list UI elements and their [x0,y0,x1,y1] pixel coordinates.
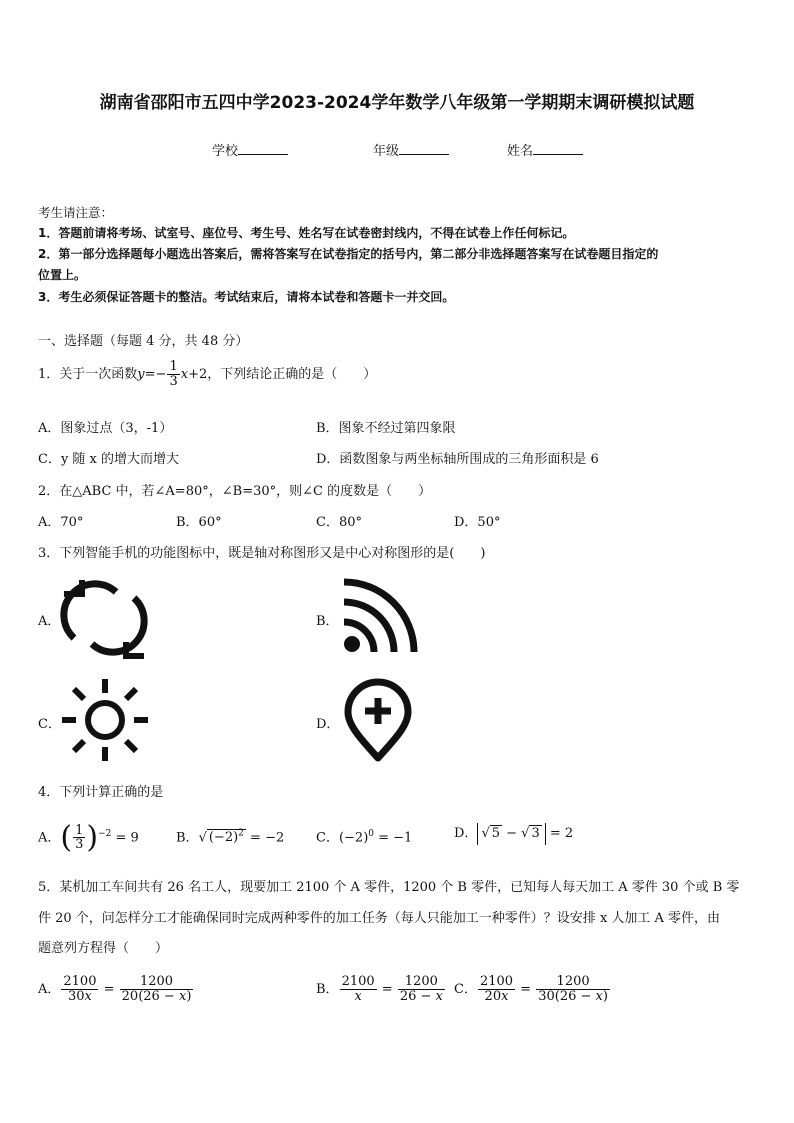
q5-label-a: A． [38,982,61,997]
q1-formula-fraction: $\frac{1}{3}$ [169,359,178,389]
section-heading: 一、选择题（每题 4 分，共 48 分） [38,334,249,349]
q3-label-b: B． [316,614,339,629]
q3-label-a: A． [38,614,61,629]
sun-icon [60,677,150,763]
q1-option-a: A．图象过点（3，-1） [38,421,173,436]
question-5-line-3: 题意列方程得（ ） [38,941,169,956]
question-4: 4．下列计算正确的是 [38,785,164,800]
q4-label-a: A． [38,830,61,846]
signal-icon [340,576,420,656]
q2-option-b: B．60° [176,515,222,530]
q2-option-c: C．80° [316,515,362,530]
grade-blank[interactable] [399,142,449,155]
q5-label-c: C． [454,982,477,997]
notice-item-2: 2．第一部分选择题每小题选出答案后，需将答案写在试卷指定的括号内，第二部分非选择题答案写在试卷题目指定的 [38,247,659,261]
q1-option-b: B．图象不经过第四象限 [316,421,456,436]
q2-option-d: D．50° [454,515,501,530]
q1-suffix: ，下列结论正确的是（ ） [207,367,377,382]
notice-heading: 考生请注意： [38,205,114,220]
q1-option-c: C．y 随 x 的增大而增大 [38,452,180,467]
page-title: 湖南省邵阳市五四中学2023-2024学年数学八年级第一学期期末调研模拟试题 [99,93,695,113]
question-5-line-1: 5．某机加工车间共有 26 名工人，现要加工 2100 个 A 零件，1200 个 B 零件，已知每人每天加工 A 零件 30 个或 B 零 [38,880,740,895]
q1-formula-y: y [137,367,145,382]
q5-option-c: C． $\frac{2100}{20x}$ = $\frac{1200}{30(26 - x)}$ [454,974,608,1004]
q4-option-b: B．√ $(-2)^2 = -2$ [176,829,285,846]
q4-option-c: C．$(-2)^0 = -1$ [316,829,413,846]
question-1: 1．关于一次函数y=− $\frac{1}{3}$ x+2，下列结论正确的是（ ） [38,359,377,389]
q5-label-b: B． [316,982,339,997]
q4-label-c: C． [316,830,339,846]
refresh-icon [60,576,148,660]
q4-label-d: D． [454,826,478,841]
q4-option-a: A．( $\frac{1}{3}$ )$^{-2}$ = 9 [38,819,139,855]
school-field [212,140,288,159]
q3-label-c: C． [38,717,61,732]
q2-option-a: A．70° [38,515,84,530]
question-3: 3．下列智能手机的功能图标中，既是轴对称图形又是中心对称图形的是( ) [38,546,486,561]
grade-field [373,140,449,159]
school-label: 学校 [212,144,239,159]
q1-formula-x: x [180,367,189,382]
notice-item-1: 1．答题前请将考场、试室号、座位号、考生号、姓名写在试卷密封线内，不得在试卷上作任何标记。 [38,226,575,240]
question-2: 2．在△ABC 中，若∠A=80°，∠B=30°，则∠C 的度数是（ ） [38,484,432,499]
q5-option-a: A． $\frac{2100}{30x}$ = $\frac{1200}{20(26 - x)}$ [38,974,192,1004]
q4-label-b: B． [176,830,199,846]
notice-item-2-cont: 位置上。 [38,268,87,282]
name-blank[interactable] [533,142,583,155]
question-5-line-2: 件 20 个，问怎样分工才能确保同时完成两种零件的加工任务（每人只能加工一种零件）？设安排 x 人加工 A 零件，由 [38,911,721,926]
school-blank[interactable] [238,142,288,155]
q4-option-d: D． √ 5 − √ 3 = 2 [454,812,573,856]
notice-item-3: 3．考生必须保证答题卡的整洁。考试结束后，请将本试卷和答题卡一并交回。 [38,290,455,304]
grade-label: 年级 [373,144,400,159]
q1-option-d: D．函数图象与两坐标轴所围成的三角形面积是 6 [316,452,599,467]
name-label: 姓名 [507,144,534,159]
name-field [507,140,583,159]
q3-label-d: D． [316,717,340,732]
location-add-icon [342,678,414,764]
q1-prefix: 1．关于一次函数 [38,367,138,382]
q5-option-b: B． $\frac{2100}{x}$ = $\frac{1200}{26 - x}$ [316,974,443,1004]
